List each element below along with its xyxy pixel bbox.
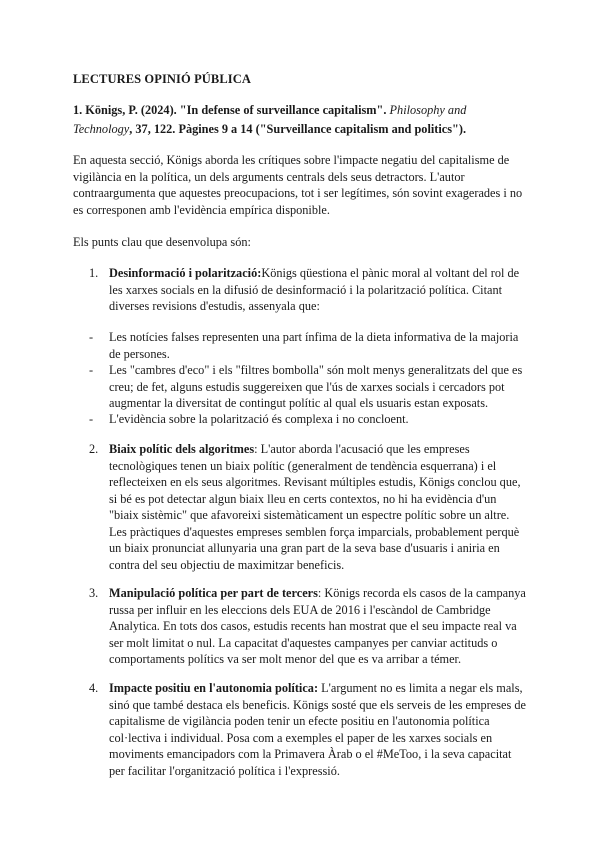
sub-point-text: L'evidència sobre la polarització és complexa i no concloent.: [109, 412, 409, 426]
list-number: 2.: [89, 442, 99, 456]
point-text: L'argument no es limita a negar els mals, sinó que també destaca els beneficis. Königs sosté que els serveis de les empreses de capitalisme de vigilància poden tenir un efecte positiu en l'autonomia política col·lectiva i individual. Posa com a exemples el paper de les xarxes socials en moviments emancipadors com la Primavera Àrab o el #MeToo, i la seva capacitat per facilitar l'organització política i l'expressió.: [109, 681, 526, 778]
intro-paragraph: En aquesta secció, Königs aborda les crítiques sobre l'impacte negatiu del capitalisme de vigilància en la política, un dels arguments centrals dels seus detractors. L'autor contraargumenta que aquestes preocupacions, tot i ser legítimes, són sovint exagerades i no es corresponen amb l'evidència empírica disponible.: [73, 153, 523, 217]
point-heading: Biaix polític dels algoritmes: [109, 442, 255, 456]
point-text: Königs qüestiona el pànic moral al voltant del rol de les xarxes socials en la difusió de desinformació i la polarització política. Citant diverses revisions d'estudis, assenyala que:: [109, 266, 520, 313]
sub-point-text: Les notícies falses representen una part ínfima de la dieta informativa de la majoria de persones.: [109, 330, 519, 361]
point-heading: Manipulació política per part de tercers: [109, 586, 318, 600]
lead-paragraph: Els punts clau que desenvolupa són:: [73, 235, 251, 249]
point-text: : L'autor aborda l'acusació que les empreses tecnològiques tenen un biaix polític (generalment de tendència esquerrana) i el reflecteixen en els seus algoritmes. Revisant múltiples estudis, Königs conclou que, si bé es pot detectar algun biaix lleu en certs contextos, no hi ha evidència d'un "biaix sistèmic" que afavoreixi sistemàticament un espectre polític sobre un altre. Les pràctiques d'aquestes empreses semblen força imparcials, probablement perquè un biaix pronunciat allunyaria una gran part de la seva base d'usuaris i aniria en contra del seu objectiu de maximitzar beneficis.: [109, 442, 521, 572]
list-number: 4.: [89, 681, 99, 695]
point-text: : Königs recorda els casos de la campanya russa per influir en les eleccions dels EUA de 2016 i l'escàndol de Cambridge Analytica. En tots dos casos, estudis recents han mostrat que el seu impacte real va ser molt limitat o nul. La capacitat d'aquestes campanyes per canviar actituds o comportaments polítics va ser molt menor del que es va arribar a témer.: [109, 586, 526, 666]
reference-authors-title: 1. Königs, P. (2024). "In defense of surveillance capitalism".: [73, 103, 387, 117]
reference-citation: [73, 101, 525, 139]
sub-point-text: Les "cambres d'eco" i els "filtres bombolla" són molt menys generalitzats del que es creu; de fet, alguns estudis suggereixen que l'ús de xarxes socials i cercadors pot augmentar la diversitat de contingut polític al qual els usuaris estan exposats.: [109, 363, 523, 410]
list-number: 3.: [89, 586, 99, 600]
page-title: LECTURES OPINIÓ PÚBLICA: [73, 72, 252, 86]
dash-marker: -: [89, 363, 94, 377]
dash-marker: -: [89, 412, 94, 426]
reference-details: , 37, 122. Pàgines 9 a 14 ("Surveillance capitalism and politics").: [129, 122, 467, 136]
dash-marker: -: [89, 330, 94, 344]
list-number: 1.: [89, 266, 99, 280]
reference-journal: Philosophy and Technology: [73, 103, 467, 136]
point-heading: Impacte positiu en l'autonomia política:: [109, 681, 319, 695]
point-heading: Desinformació i polarització:: [109, 266, 262, 280]
